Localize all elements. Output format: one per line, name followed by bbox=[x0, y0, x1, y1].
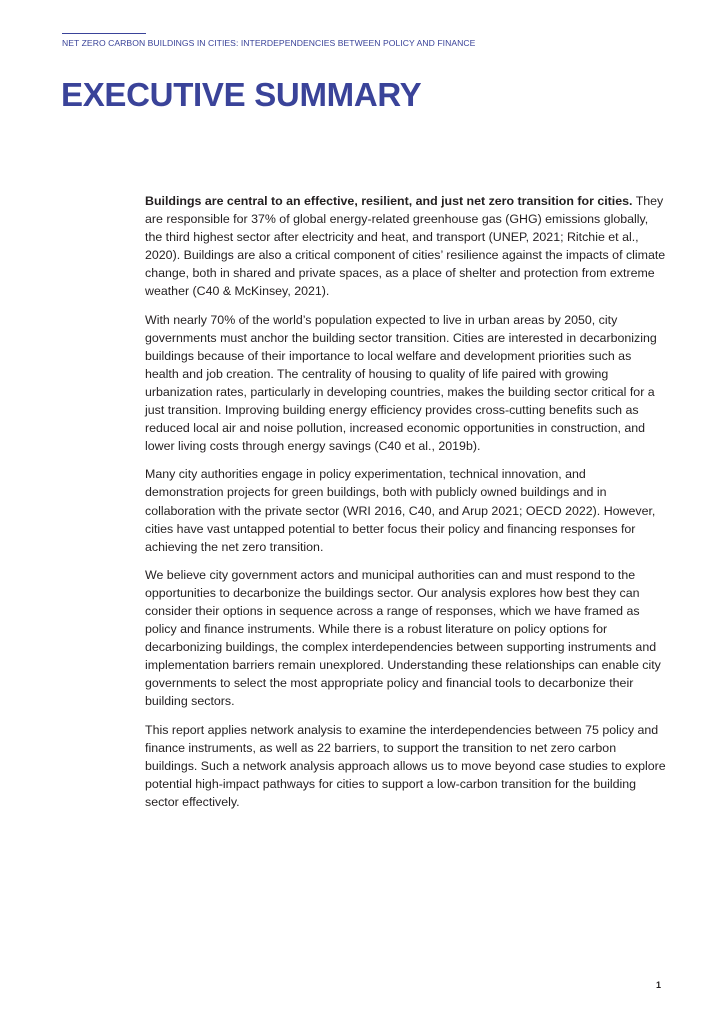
body-text bbox=[145, 192, 667, 821]
paragraph-2: With nearly 70% of the world’s population expected to live in urban areas by 2050, city governments must anchor the building sector transition. Cities are interested in decarbonizing buildings because of their importance to local welfare and development priorities such as health and job creation. The centrality of housing to quality of life paired with growing urbanization rates, particularly in developing countries, makes the building sector critical for a just transition. Improving building energy efficiency provides cross-cutting benefits such as reduced local air and noise pollution, increased economic opportunities in construction, and lower living costs through energy savings (C40 et al., 2019b). bbox=[145, 312, 657, 454]
paragraph-5: This report applies network analysis to examine the interdependencies between 75 policy and finance instruments, as well as 22 barriers, to support the transition to net zero carbon buildings. Such a network analysis approach allows us to move beyond case studies to explore potential high-impact pathways for cities to support a low-carbon transition for the building sector effectively. bbox=[145, 722, 666, 809]
lead-sentence: Buildings are central to an effective, resilient, and just net zero transition for cities. bbox=[145, 194, 633, 208]
page-title: EXECUTIVE SUMMARY bbox=[61, 76, 422, 113]
paragraph-1 bbox=[145, 192, 667, 301]
page-number: 1 bbox=[656, 980, 662, 990]
paragraph-4: We believe city government actors and municipal authorities can and must respond to the opportunities to decarbonize the buildings sector. Our analysis explores how best they can consider their options in sequence across a range of responses, which we have framed as policy and finance instruments. While there is a robust literature on policy options for decarbonizing buildings, the complex interdependencies between supporting instruments and implementation barriers remain unexplored. Understanding these relationships can enable city governments to select the most appropriate policy and financial tools to decarbonize their building sectors. bbox=[145, 567, 661, 709]
paragraph-text: They are responsible for 37% of global energy-related greenhouse gas (GHG) emissions globally, the third highest sector after electricity and heat, and transport (UNEP, 2021; Ritchie et al., 2020). Buildings are also a critical component of cities’ resilience against the impacts of climate change, both in shared and private spaces, as a place of shelter and protection from extreme weather (C40 & McKinsey, 2021). bbox=[145, 194, 666, 299]
paragraph-3: Many city authorities engage in policy experimentation, technical innovation, and demonstration projects for green buildings, both with publicly owned buildings and in collaboration with the private sector (WRI 2016, C40, and Arup 2021; OECD 2022). However, cities have vast untapped potential to better focus their policy and financing responses for achieving the net zero transition. bbox=[145, 467, 656, 554]
header-rule bbox=[62, 33, 146, 34]
running-head: NET ZERO CARBON BUILDINGS IN CITIES: INTERDEPENDENCIES BETWEEN POLICY AND FINANCE bbox=[62, 38, 476, 48]
